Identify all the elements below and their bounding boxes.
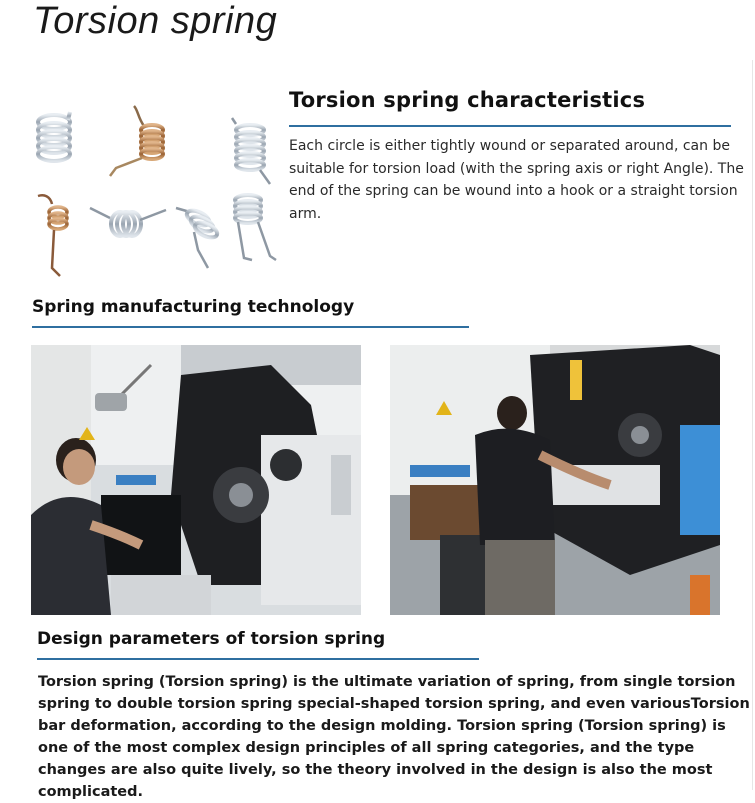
design-body: Torsion spring (Torsion spring) is the ultimate variation of spring, from single torsion spring to double torsion spring special-shaped torsion spring, and even variousTorsion bar deformation, according to the design molding. Torsion spring (Torsion spring) is one of the most complex design principles of all spring categories, and the type changes are also quite lively, so the theory involved in the design is also the most complicated. (38, 674, 750, 800)
spring-bronze-arm (110, 106, 163, 176)
characteristics-heading: Torsion spring characteristics (289, 88, 646, 112)
factory-photo-standing-drawing (390, 345, 720, 615)
characteristics-body: Each circle is either tightly wound or separated around, can be suitable for torsion load (with the spring axis or right Angle). The end of the spring can be wound into a hook or a straight torsion arm. (289, 138, 744, 222)
factory-photo-operator-standing (390, 345, 720, 615)
factory-photo-operator-seated (31, 345, 361, 615)
spring-steel-double-arm (90, 208, 166, 236)
design-divider (37, 658, 479, 660)
page-edge-divider (752, 60, 753, 790)
design-heading: Design parameters of torsion spring (37, 629, 386, 649)
spring-steel-parallel-legs (235, 195, 276, 260)
characteristics-divider (289, 125, 731, 127)
torsion-spring-samples (30, 100, 280, 280)
manufacturing-divider (32, 326, 469, 328)
factory-photo-seated-drawing (31, 345, 361, 615)
spring-steel-angled (176, 207, 219, 268)
manufacturing-heading: Spring manufacturing technology (32, 297, 355, 317)
spring-samples-drawing (30, 100, 280, 280)
spring-steel-legs (232, 118, 270, 184)
spring-steel-tight (38, 112, 70, 161)
spring-bronze-hook (38, 195, 67, 276)
page-title: Torsion spring (33, 0, 278, 42)
